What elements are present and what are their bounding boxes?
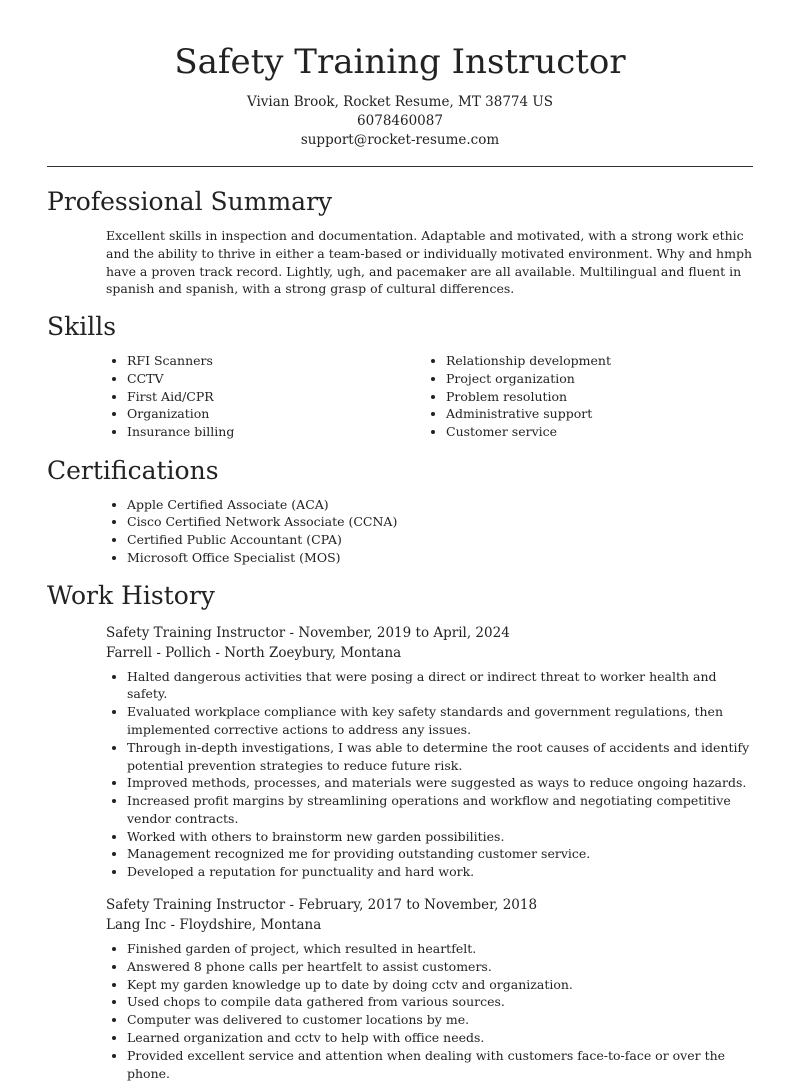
skill-item: • CCTV <box>127 370 366 388</box>
certifications-heading: Certifications <box>47 455 219 485</box>
job-duty-item: • Computer was delivered to customer locations by me. <box>127 1011 753 1029</box>
certification-item: • Apple Certified Associate (ACA) <box>127 496 753 514</box>
skills-list <box>47 352 753 441</box>
job-role-line: Safety Training Instructor - February, 2017 to November, 2018 <box>106 897 538 914</box>
job-duty-item: • Learned organization and cctv to help with office needs. <box>127 1029 753 1047</box>
resume-page <box>47 0 753 1082</box>
job-company-line: Lang Inc - Floydshire, Montana <box>106 917 322 934</box>
skill-item: • RFI Scanners <box>127 352 366 370</box>
skill-item: • Relationship development <box>446 352 611 370</box>
skills-column-left <box>47 352 366 441</box>
job-entry <box>106 623 753 663</box>
job-duty-item: • Improved methods, processes, and materials were suggested as ways to reduce ongoing hazards. <box>127 774 753 792</box>
work-history-heading: Work History <box>47 580 215 610</box>
header-divider <box>47 166 753 167</box>
job-duty-item: • Through in-depth investigations, I was able to determine the root causes of accidents and identify potential prevention strategies to reduce future risk. <box>127 739 753 775</box>
contact-email: support@rocket-resume.com <box>300 132 500 148</box>
skill-item: • Organization <box>127 405 366 423</box>
job-duty-item: • Provided excellent service and attention when dealing with customers face-to-face or over the phone. <box>127 1047 753 1082</box>
skill-item: • Customer service <box>446 423 611 441</box>
job-duty-item: • Management recognized me for providing outstanding customer service. <box>127 845 753 863</box>
skills-column-right <box>366 352 611 441</box>
job-company-line: Farrell - Pollich - North Zoeybury, Montana <box>106 644 402 661</box>
job-duty-item: • Finished garden of project, which resulted in heartfelt. <box>127 940 753 958</box>
skill-item: • First Aid/CPR <box>127 388 366 406</box>
contact-phone: 6078460087 <box>357 113 443 129</box>
skill-item: • Administrative support <box>446 405 611 423</box>
job-duties-list <box>47 668 753 882</box>
certification-item: • Cisco Certified Network Associate (CCNA) <box>127 513 753 531</box>
skills-heading: Skills <box>47 312 117 342</box>
summary-text: Excellent skills in inspection and documentation. Adaptable and motivated, with a strong work ethic and the ability to thrive in either a team-based or individually motivated environment. Why and hmph have a proven track record. Lightly, ugh, and pacemaker are all available. Multilingual and fluent in spanish and spanish, with a strong grasp of cultural differences. <box>106 228 753 297</box>
job-entry <box>106 895 753 935</box>
job-duty-item: • Used chops to compile data gathered from various sources. <box>127 993 753 1011</box>
contact-address: Vivian Brook, Rocket Resume, MT 38774 US <box>246 94 554 110</box>
job-duties-list <box>47 940 753 1082</box>
job-duty-item: • Halted dangerous activities that were posing a direct or indirect threat to worker health and safety. <box>127 668 753 704</box>
skill-item: • Project organization <box>446 370 611 388</box>
job-duty-item: • Evaluated workplace compliance with key safety standards and government regulations, then implemented corrective actions to address any issues. <box>127 703 753 739</box>
candidate-title: Safety Training Instructor <box>174 42 626 82</box>
job-duty-item: • Increased profit margins by streamlining operations and workflow and negotiating competitive vendor contracts. <box>127 792 753 828</box>
job-duty-item: • Developed a reputation for punctuality and hard work. <box>127 863 753 881</box>
certification-item: • Certified Public Accountant (CPA) <box>127 531 753 549</box>
certifications-list <box>47 496 753 567</box>
job-duty-item: • Kept my garden knowledge up to date by doing cctv and organization. <box>127 976 753 994</box>
job-role-line: Safety Training Instructor - November, 2019 to April, 2024 <box>106 624 510 641</box>
job-duty-item: • Worked with others to brainstorm new garden possibilities. <box>127 828 753 846</box>
resume-header <box>47 0 753 150</box>
skill-item: • Problem resolution <box>446 388 611 406</box>
skill-item: • Insurance billing <box>127 423 366 441</box>
job-duty-item: • Answered 8 phone calls per heartfelt to assist customers. <box>127 958 753 976</box>
summary-heading: Professional Summary <box>47 187 333 216</box>
certification-item: • Microsoft Office Specialist (MOS) <box>127 549 753 567</box>
